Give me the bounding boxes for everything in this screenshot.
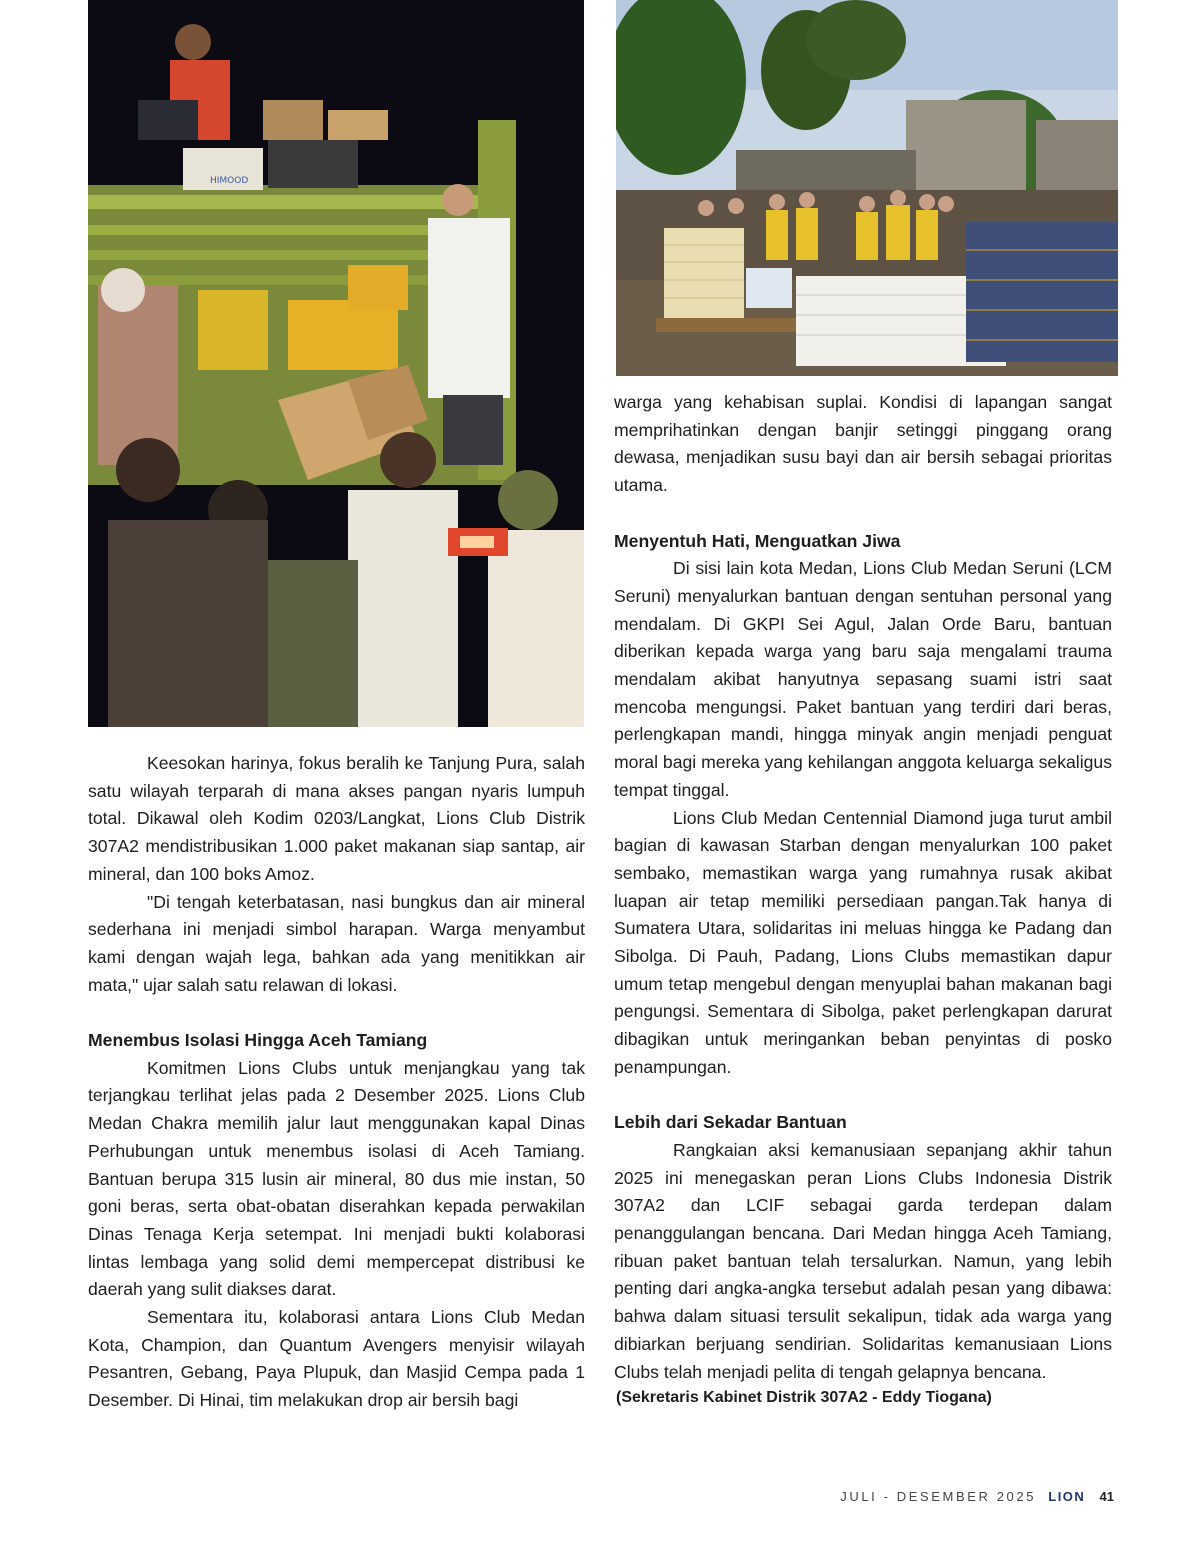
box-label: HIMOOD: [210, 176, 249, 186]
section-heading: Lebih dari Sekadar Bantuan: [614, 1112, 847, 1133]
page-footer: [840, 1489, 1114, 1504]
paragraph: Keesokan harinya, fokus beralih ke Tanjung Pura, salah satu wilayah terparah di mana akses pangan nyaris lumpuh total. Dikawal oleh Kodim 0203/Langkat, Lions Club Distrik 307A2 mendistribusikan 1.000 paket makanan siap santap, air mineral, dan 100 boks Amoz.: [88, 753, 585, 884]
article-column-left: [88, 750, 585, 1415]
photo-volunteers-unloading-truck: [88, 0, 584, 727]
paragraph: Lions Club Medan Centennial Diamond juga turut ambil bagian di kawasan Starban dengan menyalurkan 100 paket sembako, memastikan warga yang rumahnya rusak akibat luapan air tetap memiliki persediaan pangan.Tak hanya di Sumatera Utara, solidaritas ini meluas hingga ke Padang dan Sibolga. Di Pauh, Padang, Lions Clubs memastikan dapur umum tetap mengebul dengan menyuplai bahan makanan bagi pengungsi. Sementara di Sibolga, paket perlengkapan darurat dibagikan untuk meringankan beban penyintas di posko penampungan.: [614, 807, 1112, 1077]
paragraph: Sementara itu, kolaborasi antara Lions Club Medan Kota, Champion, dan Quantum Avengers menyisir wilayah Pesantren, Gebang, Paya Plupuk, dan Masjid Cempa pada 1 Desember. Di Hinai, tim melakukan drop air bersih bagi: [88, 1307, 585, 1411]
page-number: 41: [1099, 1489, 1114, 1504]
paragraph: Rangkaian aksi kemanusiaan sepanjang akhir tahun 2025 ini menegaskan peran Lions Clubs Indonesia Distrik 307A2 dan LCIF sebagai garda terdepan dalam penanggulangan bencana. Dari Medan hingga Aceh Tamiang, ribuan paket bantuan telah tersalurkan. Namun, yang lebih penting dari angka-angka tersebut adalah pesan yang dibawa: bahwa dalam situasi tersulit sekalipun, tidak ada warga yang dibiarkan berjuang sendirian. Solidaritas kemanusiaan Lions Clubs telah menjadi pelita di tengah gelapnya bencana.: [614, 1139, 1112, 1382]
paragraph: Di sisi lain kota Medan, Lions Club Medan Seruni (LCM Seruni) menyalurkan bantuan dengan sentuhan personal yang mendalam. Di GKPI Sei Agul, Jalan Orde Baru, bantuan diberikan kepada warga yang baru saja mengalami trauma mendalam akibat hanyutnya sepasang suami istri saat mencoba mengungsi. Paket bantuan yang terdiri dari beras, perlengkapan mandi, hingga minyak angin menjadi penguat moral bagi mereka yang kehilangan anggota keluarga sekaligus tempat tinggal.: [614, 558, 1112, 800]
author-credit: (Sekretaris Kabinet Distrik 307A2 - Eddy Tiogana): [616, 1389, 992, 1407]
photo-group-with-relief-supplies: [616, 0, 1118, 376]
section-heading: Menyentuh Hati, Menguatkan Jiwa: [614, 530, 901, 551]
paragraph: warga yang kehabisan suplai. Kondisi di lapangan sangat memprihatinkan dengan banjir setinggi pinggang orang dewasa, menjadikan susu bayi dan air bersih sebagai prioritas utama.: [614, 392, 1112, 496]
paragraph: "Di tengah keterbatasan, nasi bungkus dan air mineral sederhana ini menjadi simbol harapan. Warga menyambut kami dengan wajah lega, bahkan ada yang menitikkan air mata," ujar salah satu relawan di lokasi.: [88, 891, 585, 995]
section-heading: Menembus Isolasi Hingga Aceh Tamiang: [88, 1030, 428, 1051]
issue-date: JULI - DESEMBER 2025: [840, 1489, 1037, 1504]
article-column-right: [614, 389, 1112, 1410]
paragraph: Komitmen Lions Clubs untuk menjangkau yang tak terjangkau terlihat jelas pada 2 Desember 2025. Lions Club Medan Chakra memilih jalur laut menggunakan kapal Dinas Perhubungan untuk menembus isolasi di Aceh Tamiang. Bantuan berupa 315 lusin air mineral, 80 dus mie instan, 50 goni beras, serta obat-obatan diserahkan kepada perwakilan Dinas Tenaga Kerja setempat. Ini menjadi bukti kolaborasi lintas lembaga yang solid demi mempercepat distribusi ke daerah yang sulit diakses darat.: [88, 1057, 585, 1300]
magazine-name: LION: [1048, 1489, 1086, 1504]
